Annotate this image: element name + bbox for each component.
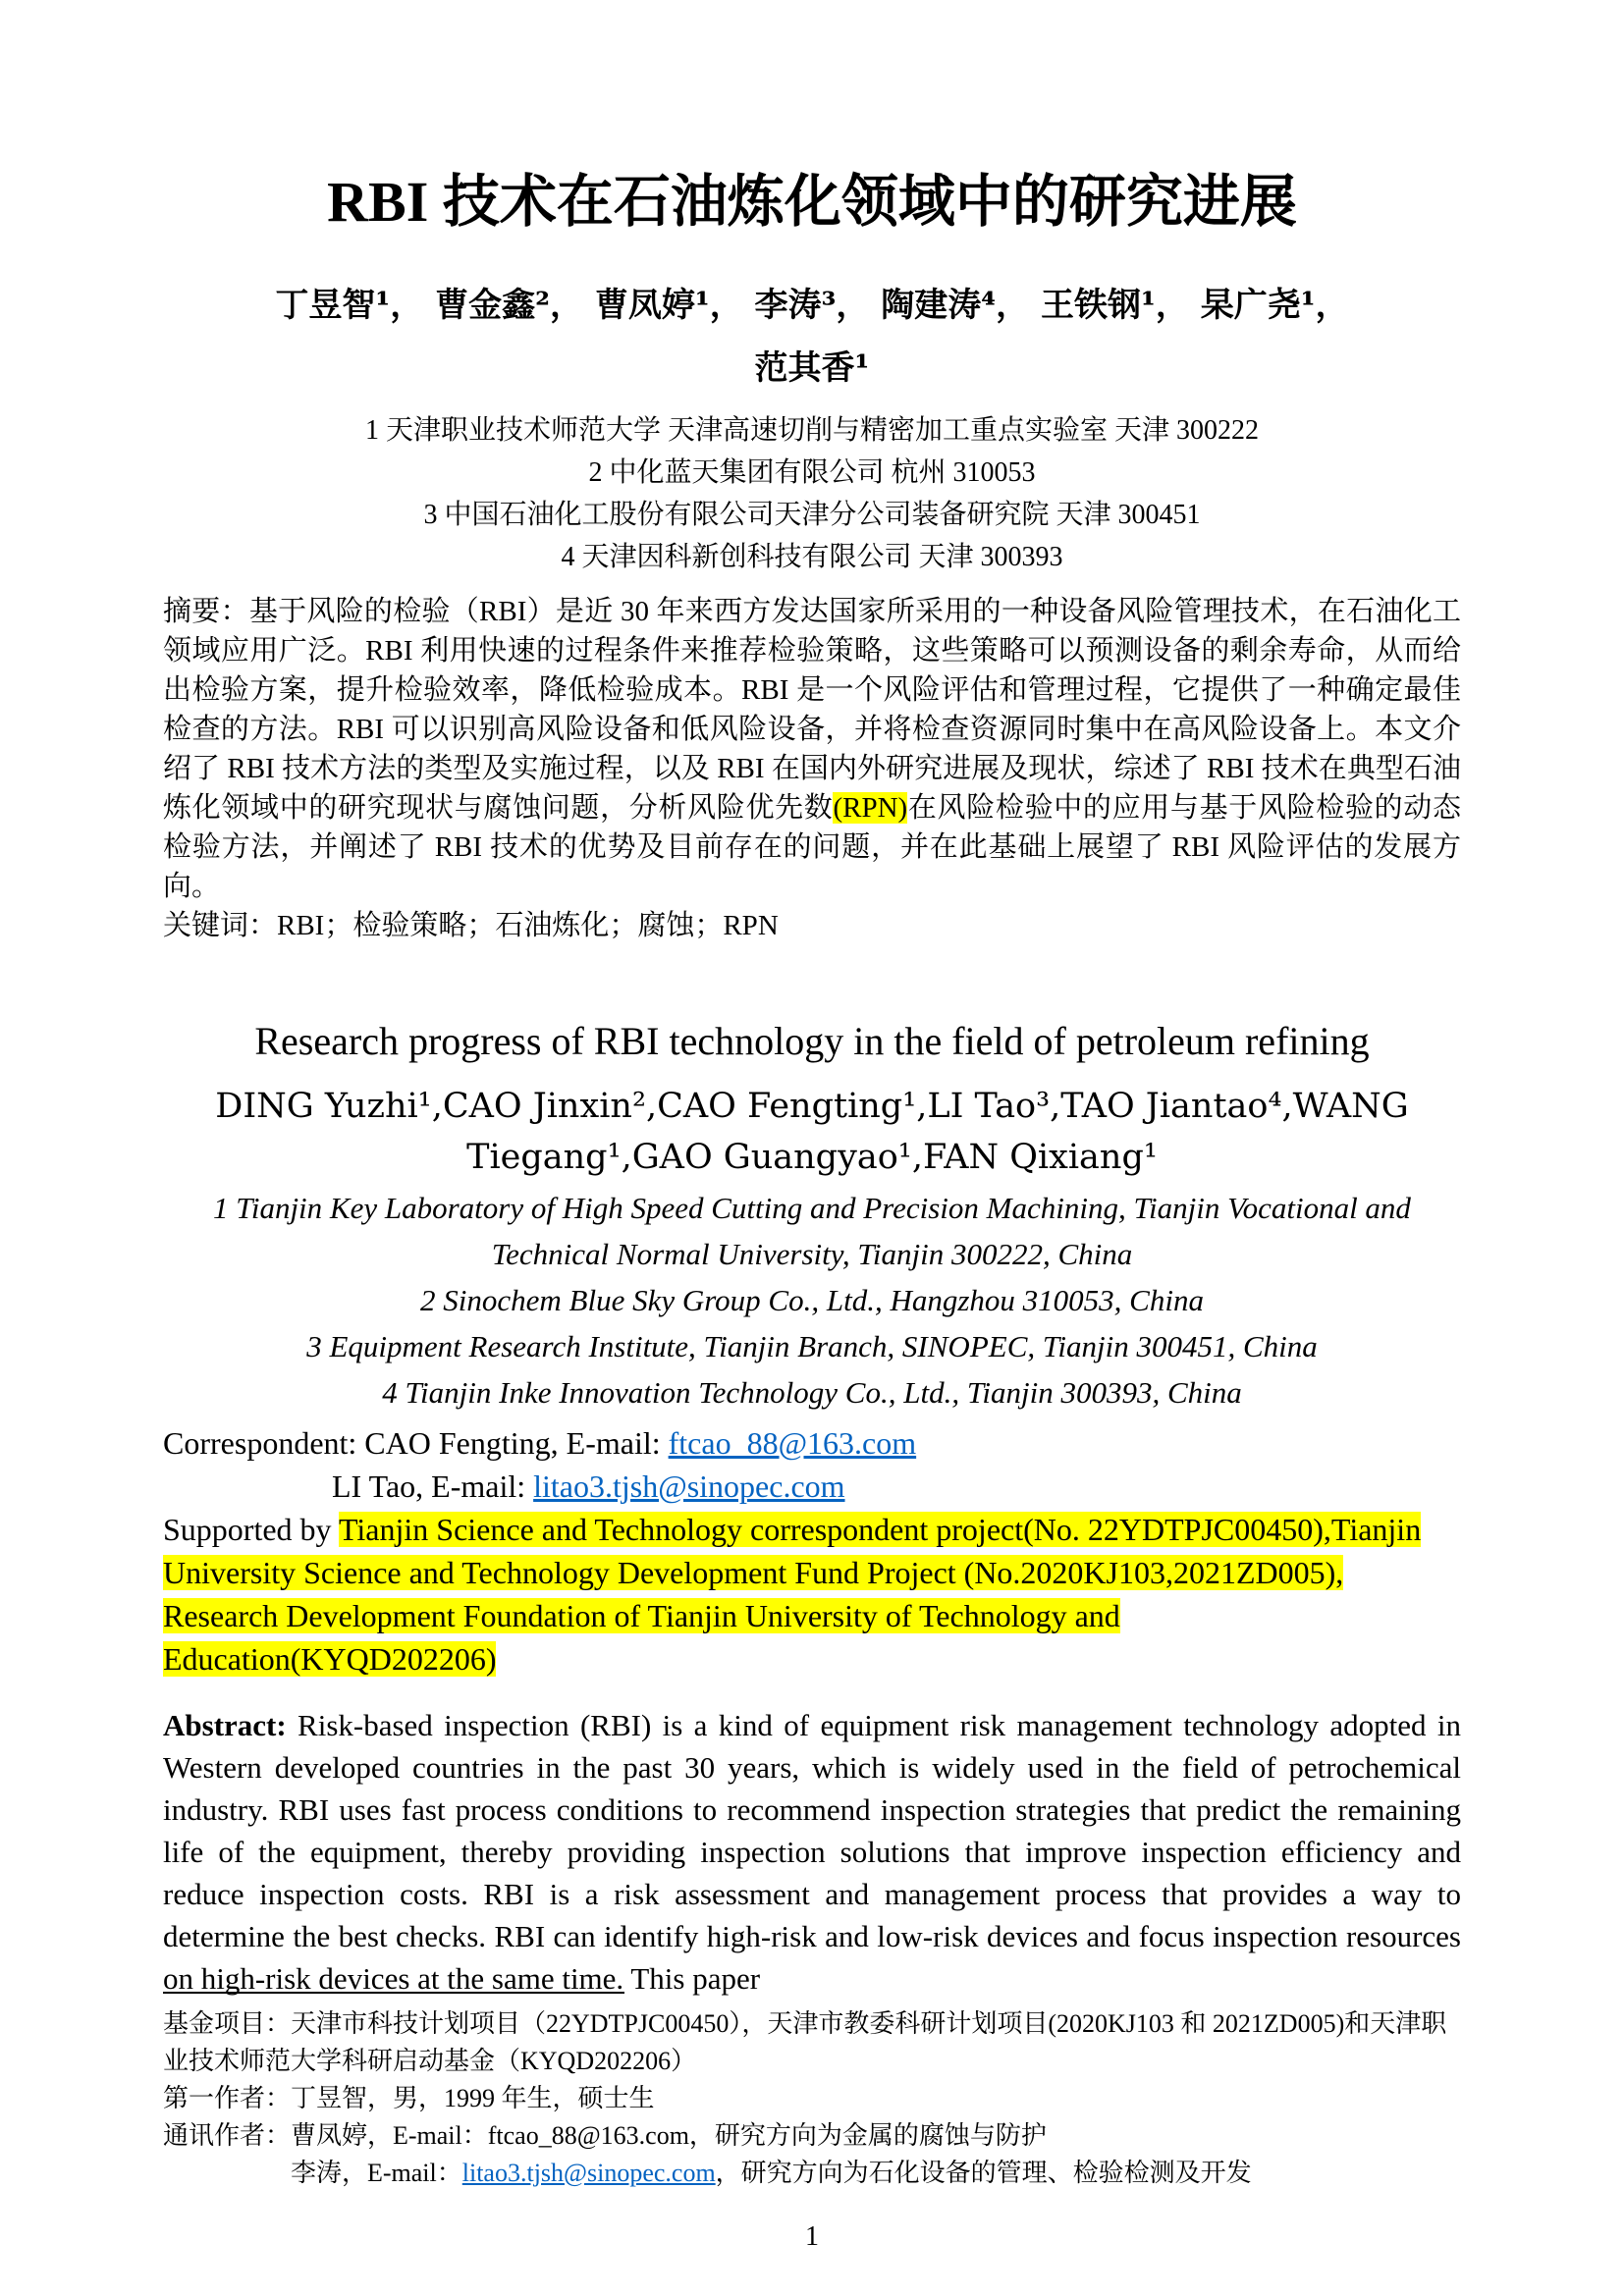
affiliations-en: [163, 1185, 1461, 1415]
authors-en-line1: DING Yuzhi¹,CAO Jinxin²,CAO Fengting¹,LI Tao³,TAO Jiantao⁴,WANG: [215, 1086, 1409, 1126]
page-number: 1: [805, 2221, 819, 2252]
affiliation-cn-2: 2 中化蓝天集团有限公司 杭州 310053: [588, 456, 1036, 488]
paper-title-en: Research progress of RBI technology in the field of petroleum refining: [254, 1018, 1370, 1063]
affiliation-en-1: 1 Tianjin Key Laboratory of High Speed Cutting and Precision Machining, Tianjin Vocational and Technical Normal University, Tianjin 300222, China: [213, 1190, 1411, 1271]
correspondent-line: [163, 1421, 1461, 1465]
affiliation-cn-1: 1 天津职业技术师范大学 天津高速切削与精密加工重点实验室 天津 300222: [364, 414, 1259, 446]
footnote: [163, 1992, 1461, 2192]
abstract-cn-text-after: 在风险检验中的应用与基于风险检验的动态检验方法，并阐述了 RBI 技术的优势及目前存在的问题，并在此基础上展望了 RBI 风险评估的发展方向。: [163, 791, 1461, 902]
footnote-litao-suffix: ，研究方向为石化设备的管理、检验检测及开发: [715, 2159, 1252, 2187]
correspondent-prefix-text: Correspondent: CAO Fengting, E-mail:: [163, 1424, 669, 1461]
litao-email-line: [163, 1465, 1461, 1508]
litao-prefix-text: LI Tao, E-mail:: [332, 1468, 534, 1504]
supported-by-prefix: Supported by: [163, 1511, 339, 1547]
affiliation-en-3: 3 Equipment Research Institute, Tianjin Branch, SINOPEC, Tianjin 300451, China: [306, 1328, 1318, 1363]
abstract-cn-text-before: 基于风险的检验（RBI）是近 30 年来西方发达国家所采用的一种设备风险管理技术，在石油化工领域应用广泛。RBI 利用快速的过程条件来推荐检验策略，这些策略可以预测设备的剩余寿命，从而给出检验方案，提升检验效率，降低检验成本。RBI 是一个风险评估和管理过程，它提供了一种确定最佳检查的方法。RBI 可以识别高风险设备和低风险设备，并将检查资源同时集中在高风险设备上。本文介绍了 RBI 技术方法的类型及实施过程，以及 RBI 在国内外研究进展及现状，综述了 RBI 技术在典型石油炼化领域中的研究现状与腐蚀问题，分析风险优先数: [163, 595, 1461, 824]
supported-by-block: [163, 1508, 1461, 1681]
abstract-cn: [163, 592, 1461, 906]
abstract-en-label: Abstract:: [163, 1707, 287, 1742]
keywords-cn: 关键词：RBI；检验策略；石油炼化；腐蚀；RPN: [163, 909, 779, 941]
footnote-fund-line: 基金项目：天津市科技计划项目（22YDTPJC00450），天津市教委科研计划项目(2020KJ103 和 2021ZD005)和天津职业技术师范大学科研启动基金（KYQD202206）: [163, 2009, 1447, 2075]
affiliations-cn: [163, 409, 1461, 578]
footnote-email-link-li-tao[interactable]: litao3.tjsh@sinopec.com: [461, 2159, 716, 2187]
rpn-highlight: (RPN): [833, 791, 908, 824]
footnote-litao-prefix: 李涛，E-mail：: [291, 2159, 462, 2187]
affiliation-en-4: 4 Tianjin Inke Innovation Technology Co., Ltd., Tianjin 300393, China: [382, 1374, 1242, 1410]
abstract-cn-label: 摘要：: [163, 595, 249, 627]
affiliation-cn-4: 4 天津因科新创科技有限公司 天津 300393: [561, 541, 1063, 572]
footnote-first-author-line: 第一作者：丁昱智，男，1999 年生，硕士生: [163, 2084, 655, 2112]
email-link-li-tao[interactable]: litao3.tjsh@sinopec.com: [533, 1468, 845, 1504]
authors-cn-line1: 丁昱智¹， 曹金鑫²， 曹凤婷¹， 李涛³， 陶建涛⁴， 王铁钢¹， 杲广尧¹，: [275, 285, 1349, 325]
footnote-litao-line: [163, 2155, 1461, 2192]
affiliation-en-2: 2 Sinochem Blue Sky Group Co., Ltd., Hangzhou 310053, China: [420, 1282, 1204, 1317]
abstract-en: [163, 1704, 1461, 2000]
footnote-corresponding-line: 通讯作者：曹凤婷，E-mail：ftcao_88@163.com，研究方向为金属的腐蚀与防护: [163, 2121, 1047, 2150]
affiliation-cn-3: 3 中国石油化工股份有限公司天津分公司装备研究院 天津 300451: [423, 499, 1201, 530]
authors-en-line2: Tiegang¹,GAO Guangyao¹,FAN Qixiang¹: [466, 1137, 1158, 1177]
supported-by-highlight: Tianjin Science and Technology correspondent project(No. 22YDTPJC00450),Tianjin University Science and Technology Development Fund Project (No.2020KJ103,2021ZD005), Research Development Foundation of Tianjin University of Technology and Education(KYQD202206): [163, 1511, 1422, 1677]
email-link-cao-fengting[interactable]: ftcao_88@163.com: [668, 1424, 917, 1461]
authors-cn-line2: 范其香¹: [754, 347, 870, 388]
footnote-separator-line: [163, 1992, 624, 1994]
paper-title-cn: RBI 技术在石油炼化领域中的研究进展: [327, 170, 1297, 234]
abstract-en-text: Risk-based inspection (RBI) is a kind of equipment risk management technology adopted in Western developed countries in the past 30 years, which is widely used in the field of petrochemical industry. RBI uses fast process conditions to recommend inspection strategies that predict the remaining life of the equipment, thereby providing inspection solutions that improve inspection efficiency and reduce inspection costs. RBI is a risk assessment and management process that provides a way to determine the best checks. RBI can identify high-risk and low-risk devices and focus inspection resources on high-risk devices at the same time. This paper: [163, 1707, 1461, 1996]
